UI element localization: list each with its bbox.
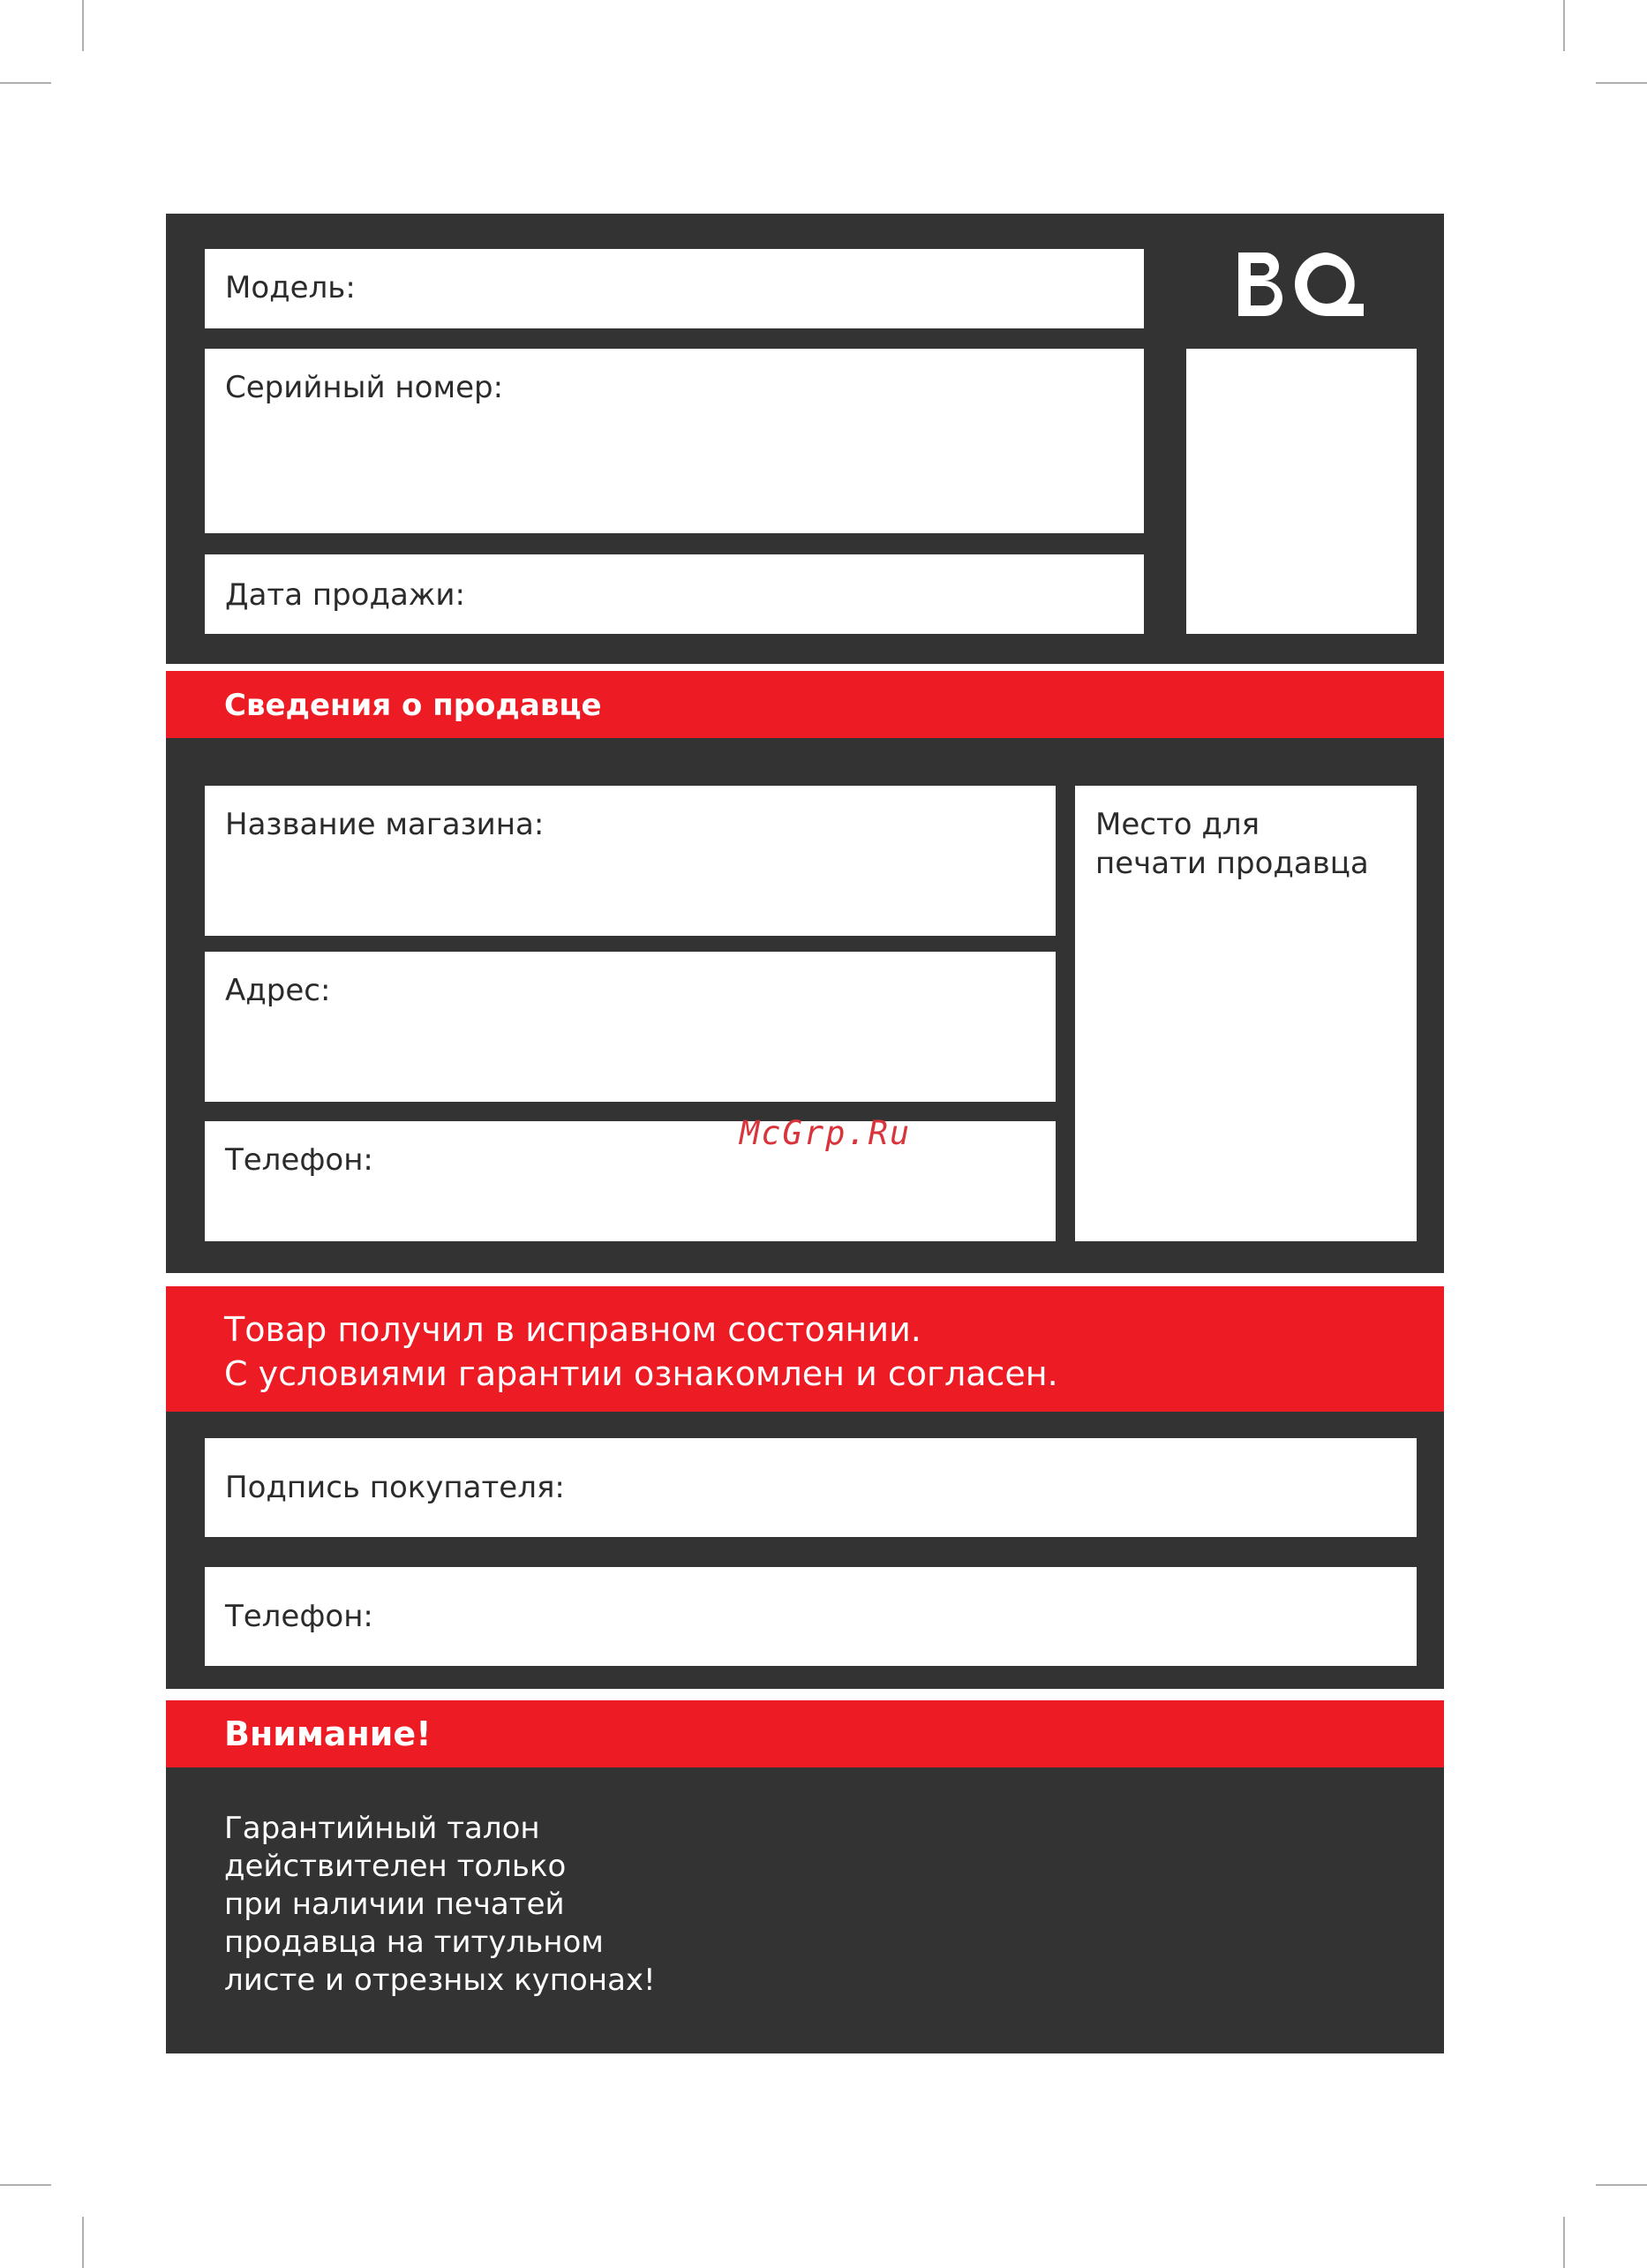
seller-stamp-box[interactable]: [1075, 786, 1417, 1241]
seller-stamp-label: Место для печати продавца: [1095, 807, 1369, 881]
consent-text: Товар получил в исправном состоянии. С условиями гарантии ознакомлен и согласен.: [224, 1310, 1058, 1393]
sale-date-label: Дата продажи:: [225, 577, 465, 613]
watermark: McGrp.Ru: [740, 1114, 912, 1152]
model-field[interactable]: [205, 249, 1144, 328]
address-label: Адрес:: [225, 973, 331, 1008]
crop-mark: [0, 2184, 51, 2186]
warning-title: Внимание!: [224, 1714, 432, 1753]
buyer-phone-label: Телефон:: [225, 1599, 373, 1634]
seller-phone-label: Телефон:: [225, 1142, 373, 1178]
seller-phone-field[interactable]: [205, 1121, 1056, 1241]
buyer-signature-field[interactable]: [205, 1438, 1417, 1537]
warning-text: Гарантийный талон действителен только при наличии печатей продавца на титульном листе и отрезных купонах!: [224, 1811, 656, 1998]
crop-mark: [1596, 82, 1647, 84]
warning-header: [166, 1700, 1444, 1767]
crop-mark: [1596, 2184, 1647, 2186]
sale-date-field[interactable]: [205, 554, 1144, 634]
buyer-panel: [166, 1412, 1444, 1689]
sticker-box[interactable]: [1186, 349, 1417, 634]
serial-number-field[interactable]: [205, 349, 1144, 533]
address-field[interactable]: [205, 952, 1056, 1102]
bq-logo: [1235, 249, 1365, 320]
seller-section-header: [166, 671, 1444, 738]
seller-section-title: Сведения о продавце: [224, 688, 602, 723]
serial-number-label: Серийный номер:: [225, 370, 504, 405]
seller-panel: [166, 738, 1444, 1273]
shop-name-field[interactable]: [205, 786, 1056, 936]
buyer-signature-label: Подпись покупателя:: [225, 1470, 565, 1505]
crop-mark: [1563, 0, 1565, 51]
shop-name-label: Название магазина:: [225, 807, 545, 842]
model-label: Модель:: [225, 270, 356, 305]
crop-mark: [82, 2217, 84, 2268]
warning-panel: [166, 1767, 1444, 2053]
buyer-phone-field[interactable]: [205, 1567, 1417, 1666]
crop-mark: [0, 82, 51, 84]
consent-band: [166, 1286, 1444, 1412]
crop-mark: [82, 0, 84, 51]
crop-mark: [1563, 2217, 1565, 2268]
